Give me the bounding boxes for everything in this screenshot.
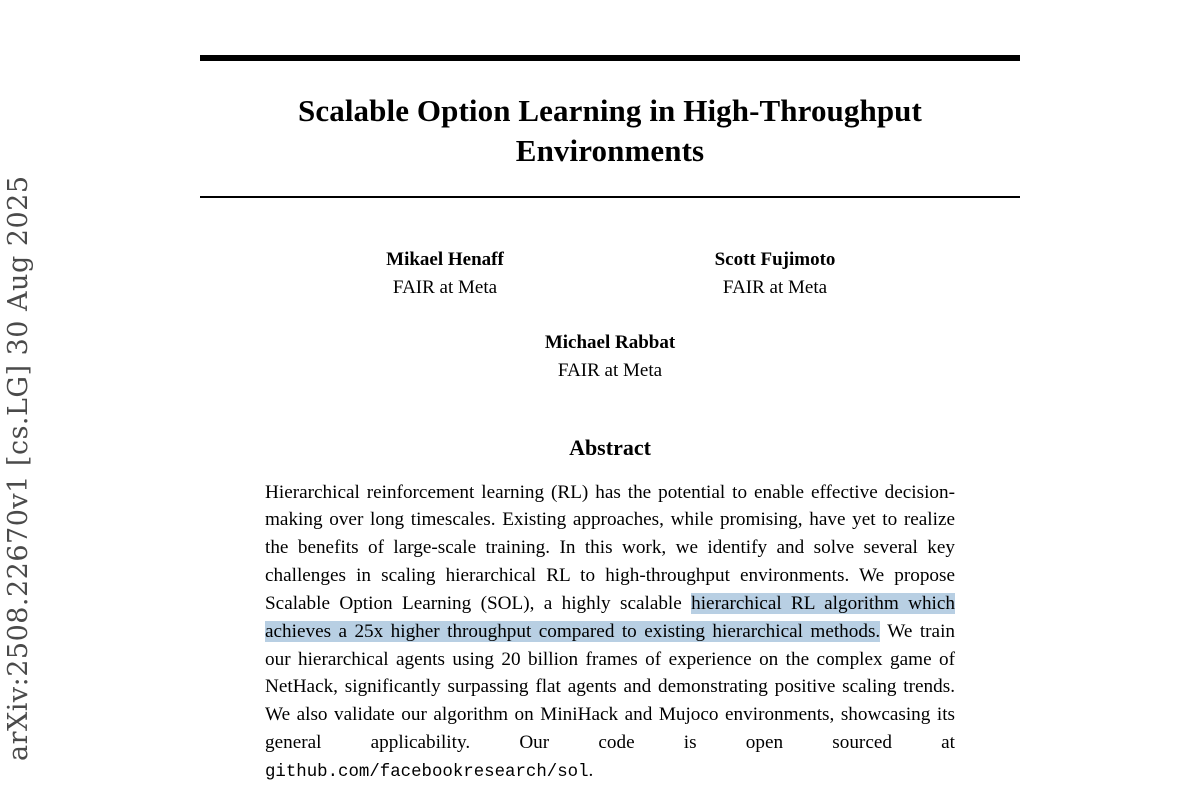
author-row-2 bbox=[200, 329, 1020, 384]
abstract-text-part-2: We train our hierarchical agents using 20 billion frames of experience on the complex game of NetHack, significantly surpassing flat agents and demonstrating positive scaling trends. We also validate our algorithm on MiniHack and Mujoco environments, showcasing its general applicability. Our code is open sourced at bbox=[265, 620, 956, 754]
author-affiliation: FAIR at Meta bbox=[392, 276, 498, 298]
author-affiliation: FAIR at Meta bbox=[557, 359, 663, 381]
page-title: Scalable Option Learning in High-Throughput Environments bbox=[298, 93, 922, 168]
author-name: Scott Fujimoto bbox=[714, 249, 836, 271]
author-affiliation: FAIR at Meta bbox=[722, 276, 828, 298]
abstract-highlighted-text: hierarchical RL algorithm which achieves a 25x higher throughput compared to existing hierarchical methods. bbox=[265, 592, 955, 642]
author-name: Michael Rabbat bbox=[544, 332, 676, 354]
author-block bbox=[610, 246, 940, 301]
top-rule bbox=[200, 55, 1020, 61]
title-underline-rule bbox=[200, 196, 1020, 198]
abstract-text-part-1: Hierarchical reinforcement learning (RL) has the potential to enable effective decision-making over long timescales. Existing approaches, while promising, have yet to realize the benefits of large-scale training. In this work, we identify and solve several key challenges in scaling hierarchical RL to high-throughput environments. We propose Scalable Option Learning (SOL), a highly scalable bbox=[265, 481, 955, 614]
abstract-body bbox=[265, 479, 955, 785]
abstract-text-part-3: . bbox=[588, 759, 594, 781]
paper-page bbox=[200, 0, 1020, 782]
author-block bbox=[280, 246, 610, 301]
arxiv-stamp-text: arXiv:2508.22670v1 [cs.LG] 30 Aug 2025 bbox=[3, 175, 34, 761]
abstract-heading: Abstract bbox=[569, 434, 651, 460]
arxiv-stamp bbox=[0, 0, 64, 767]
author-row-1 bbox=[200, 246, 1020, 301]
code-url-link[interactable]: github.com/facebookresearch/sol bbox=[265, 762, 589, 782]
author-name: Mikael Henaff bbox=[386, 249, 504, 271]
author-block bbox=[445, 329, 775, 384]
